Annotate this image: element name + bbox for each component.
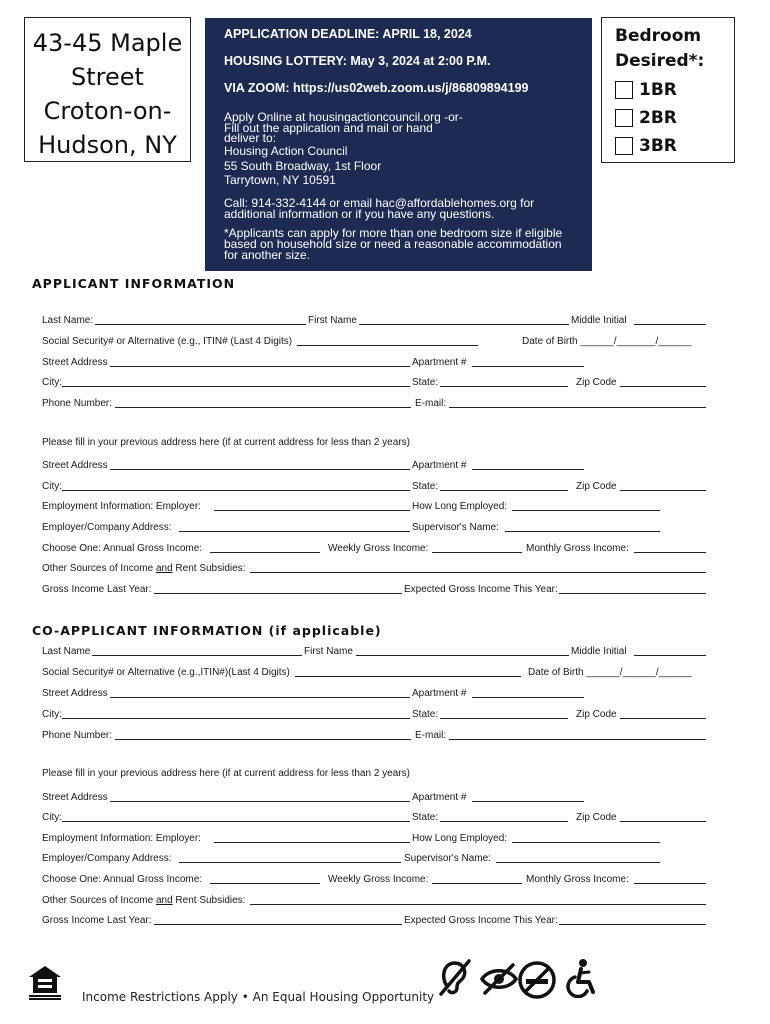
co-other-income-label-a: Other Sources of Income: [42, 895, 156, 906]
zip-label: Zip Code: [576, 377, 617, 388]
coapplicant-street-row: [42, 685, 706, 701]
hearing-impaired-icon: [437, 958, 473, 998]
applicant-income-row: [42, 540, 706, 556]
prev-state-field[interactable]: [440, 490, 568, 491]
coapplicant-city-row: [42, 706, 706, 722]
phone-label: Phone Number:: [42, 398, 113, 409]
applicant-ssn-row: [42, 333, 706, 349]
co-annual-income-label: Choose One: Annual Gross Income:: [42, 874, 203, 885]
contact-line-1: Call: 914-332-4144 or email hac@affordablehomes.org for: [224, 196, 535, 210]
apartment-field[interactable]: [472, 366, 584, 367]
employer-label: Employment Information: Employer:: [42, 501, 201, 512]
other-income-label: [42, 563, 245, 574]
org-city: Tarrytown, NY 10591: [224, 173, 336, 187]
address-line-2: Street: [71, 63, 144, 91]
coapplicant-previous-address-note: Please fill in your previous address here (if at current address for less than 2 years): [42, 768, 410, 779]
other-income-label-a: Other Sources of Income: [42, 563, 156, 574]
co-other-income-label-and: and: [155, 895, 173, 906]
co-other-income-field[interactable]: [250, 904, 706, 905]
co-supervisor-label: Supervisor's Name:: [404, 853, 491, 864]
monthly-income-field[interactable]: [634, 552, 706, 553]
co-state-field[interactable]: [440, 718, 568, 719]
contact-info: [224, 197, 580, 219]
address-line-3: Croton-on-: [43, 97, 172, 125]
bedroom-note: [224, 228, 580, 261]
coapplicant-employer-row: [42, 830, 706, 846]
coapplicant-prev-city-row: [42, 809, 706, 825]
footer-statement: Income Restrictions Apply • An Equal Housing Opportunity: [82, 990, 435, 1004]
co-apartment-label: Apartment #: [412, 688, 467, 699]
weekly-income-field[interactable]: [432, 552, 522, 553]
prev-zip-field[interactable]: [620, 490, 706, 491]
co-employer-address-field[interactable]: [179, 862, 401, 863]
state-label: State:: [412, 377, 439, 388]
co-state-label: State:: [412, 709, 439, 720]
co-first-name-label: First Name: [304, 646, 353, 657]
co-prev-apartment-label: Apartment #: [412, 792, 467, 803]
applicant-gross-income-row: [42, 581, 706, 597]
bedroom-title-1: Bedroom: [615, 26, 702, 46]
bedroom-option-2br[interactable]: [615, 104, 734, 132]
other-income-field[interactable]: [250, 572, 706, 573]
applicant-city-row: [42, 374, 706, 390]
middle-initial-field[interactable]: [634, 324, 706, 325]
apply-line-3: deliver to:: [224, 131, 277, 145]
org-name: Housing Action Council: [224, 144, 348, 158]
co-prev-state-field[interactable]: [440, 821, 568, 822]
coapplicant-employer-address-row: [42, 850, 706, 866]
co-email-label: E-mail:: [415, 730, 447, 741]
co-zip-label: Zip Code: [576, 709, 617, 720]
applicant-previous-address-note: Please fill in your previous address here (if at current address for less than 2 years): [42, 437, 410, 448]
employer-address-label: Employer/Company Address:: [42, 522, 172, 533]
checkbox-1br[interactable]: [615, 81, 633, 99]
applicant-phone-row: [42, 395, 706, 411]
co-employer-address-label: Employer/Company Address:: [42, 853, 172, 864]
ssn-field[interactable]: [297, 345, 478, 346]
co-annual-income-field[interactable]: [210, 883, 320, 884]
prev-city-label: City:: [42, 481, 62, 492]
weekly-income-label: Weekly Gross Income:: [328, 543, 429, 554]
co-street-label: Street Address: [42, 688, 108, 699]
co-zip-field[interactable]: [620, 718, 706, 719]
supervisor-label: Supervisor's Name:: [412, 522, 499, 533]
ssn-label: Social Security# or Alternative (e.g., ITIN# (Last 4 Digits): [42, 336, 293, 347]
co-expected-income-field[interactable]: [559, 924, 706, 925]
apply-instructions: [224, 111, 580, 188]
coapplicant-other-income-row: [42, 892, 706, 908]
co-employer-field[interactable]: [214, 842, 410, 843]
co-ssn-field[interactable]: [295, 676, 521, 677]
last-year-income-label: Gross Income Last Year:: [42, 584, 152, 595]
applicant-section-title: APPLICANT INFORMATION: [32, 276, 236, 291]
address-line-1: 43-45 Maple: [32, 29, 183, 57]
prev-street-field[interactable]: [110, 469, 410, 470]
coapplicant-phone-row: [42, 727, 706, 743]
coapplicant-ssn-row: [42, 664, 706, 680]
zip-field[interactable]: [620, 386, 706, 387]
equal-housing-icon: [25, 963, 65, 1003]
property-address-box: [24, 17, 191, 162]
co-prev-zip-label: Zip Code: [576, 812, 617, 823]
co-weekly-income-label: Weekly Gross Income:: [328, 874, 429, 885]
no-smoking-icon: [517, 960, 557, 1000]
bedroom-note-line-1: *Applicants can apply for more than one bedroom size if eligible: [224, 226, 563, 240]
how-long-field[interactable]: [512, 510, 660, 511]
bedroom-note-line-3: for another size.: [224, 248, 311, 262]
coapplicant-name-row: [42, 643, 706, 659]
co-apartment-field[interactable]: [472, 697, 584, 698]
street-label: Street Address: [42, 357, 108, 368]
apartment-label: Apartment #: [412, 357, 467, 368]
co-supervisor-field[interactable]: [496, 862, 660, 863]
expected-income-field[interactable]: [559, 593, 706, 594]
vision-impaired-icon: [479, 962, 519, 996]
co-prev-state-label: State:: [412, 812, 439, 823]
dob-label[interactable]: Date of Birth ______/_______/______: [522, 336, 692, 347]
city-field[interactable]: [62, 386, 410, 387]
co-last-name-field[interactable]: [92, 655, 302, 656]
co-prev-apartment-field[interactable]: [472, 801, 584, 802]
co-prev-street-field[interactable]: [110, 801, 410, 802]
co-monthly-income-field[interactable]: [634, 883, 706, 884]
co-dob-label[interactable]: Date of Birth ______/______/______: [528, 667, 693, 678]
last-name-label: Last Name:: [42, 315, 94, 326]
annual-income-field[interactable]: [210, 552, 320, 553]
prev-zip-label: Zip Code: [576, 481, 617, 492]
contact-line-2: additional information or if you have any questions.: [224, 207, 495, 221]
apply-line-1: Apply Online at housingactioncouncil.org -or-: [224, 110, 463, 124]
first-name-field[interactable]: [359, 324, 569, 325]
last-year-income-field[interactable]: [154, 593, 402, 594]
email-label: E-mail:: [415, 398, 447, 409]
co-prev-city-label: City:: [42, 812, 62, 823]
coapplicant-section-title: CO-APPLICANT INFORMATION (if applicable): [32, 623, 382, 638]
bedroom-option-1br[interactable]: [615, 76, 734, 104]
middle-initial-label: Middle Initial: [571, 315, 627, 326]
employer-address-field[interactable]: [179, 531, 410, 532]
co-employer-label: Employment Information: Employer:: [42, 833, 201, 844]
co-monthly-income-label: Monthly Gross Income:: [526, 874, 629, 885]
applicant-prev-street-row: [42, 457, 706, 473]
coapplicant-prev-street-row: [42, 789, 706, 805]
bedroom-desired-box: [601, 17, 735, 163]
expected-income-label: Expected Gross Income This Year:: [404, 584, 558, 595]
applicant-employer-row: [42, 498, 706, 514]
co-prev-zip-field[interactable]: [620, 821, 706, 822]
how-long-label: How Long Employed:: [412, 501, 508, 512]
org-street: 55 South Broadway, 1st Floor: [224, 159, 382, 173]
co-weekly-income-field[interactable]: [432, 883, 522, 884]
co-city-label: City:: [42, 709, 62, 720]
co-middle-initial-field[interactable]: [634, 655, 706, 656]
co-ssn-label: Social Security# or Alternative (e.g.,ITIN#)(Last 4 Digits): [42, 667, 290, 678]
supervisor-field[interactable]: [505, 531, 660, 532]
co-street-field[interactable]: [110, 697, 410, 698]
applicant-prev-city-row: [42, 478, 706, 494]
prev-apartment-field[interactable]: [472, 469, 584, 470]
applicant-employer-address-row: [42, 519, 706, 535]
housing-lottery: HOUSING LOTTERY: May 3, 2024 at 2:00 P.M.: [224, 54, 491, 68]
application-deadline: APPLICATION DEADLINE: APRIL 18, 2024: [224, 27, 472, 41]
co-middle-initial-label: Middle Initial: [571, 646, 627, 657]
co-other-income-label: [42, 895, 245, 906]
bedroom-option-3br[interactable]: [615, 132, 734, 160]
co-first-name-field[interactable]: [356, 655, 569, 656]
co-how-long-label: How Long Employed:: [412, 833, 508, 844]
phone-field[interactable]: [115, 407, 411, 408]
address-line-4: Hudson, NY: [38, 131, 177, 159]
application-info-banner: [205, 18, 592, 271]
employer-field[interactable]: [214, 510, 410, 511]
co-how-long-field[interactable]: [512, 842, 660, 843]
bedroom-note-line-2: based on household size or need a reasonable accommodation: [224, 237, 562, 251]
zoom-link[interactable]: VIA ZOOM: https://us02web.zoom.us/j/86809894199: [224, 81, 529, 95]
coapplicant-income-row: [42, 871, 706, 887]
city-label: City:: [42, 377, 62, 388]
applicant-street-row: [42, 354, 706, 370]
co-city-field[interactable]: [62, 718, 410, 719]
email-field[interactable]: [449, 407, 706, 408]
co-email-field[interactable]: [449, 739, 706, 740]
first-name-label: First Name: [308, 315, 357, 326]
annual-income-label: Choose One: Annual Gross Income:: [42, 543, 203, 554]
wheelchair-accessible-icon: [565, 958, 597, 998]
applicant-other-income-row: [42, 560, 706, 576]
label-3br: 3BR: [639, 136, 677, 156]
co-last-year-income-field[interactable]: [154, 924, 402, 925]
co-phone-label: Phone Number:: [42, 730, 113, 741]
checkbox-2br[interactable]: [615, 109, 633, 127]
apply-line-2: Fill out the application and mail or hand: [224, 121, 433, 135]
other-income-label-and: and: [155, 563, 173, 574]
prev-street-label: Street Address: [42, 460, 108, 471]
co-last-year-income-label: Gross Income Last Year:: [42, 915, 152, 926]
co-other-income-label-b: Rent Subsidies:: [172, 895, 246, 906]
last-name-field[interactable]: [95, 324, 306, 325]
co-phone-field[interactable]: [115, 739, 411, 740]
prev-state-label: State:: [412, 481, 439, 492]
co-prev-street-label: Street Address: [42, 792, 108, 803]
other-income-label-b: Rent Subsidies:: [172, 563, 246, 574]
bedroom-title-2: Desired*:: [615, 51, 705, 71]
applicant-name-row: [42, 312, 706, 328]
label-1br: 1BR: [639, 80, 677, 100]
checkbox-3br[interactable]: [615, 137, 633, 155]
prev-apartment-label: Apartment #: [412, 460, 467, 471]
prev-city-field[interactable]: [62, 490, 410, 491]
co-last-name-label: Last Name: [42, 646, 91, 657]
co-prev-city-field[interactable]: [62, 821, 410, 822]
street-field[interactable]: [110, 366, 410, 367]
label-2br: 2BR: [639, 108, 677, 128]
coapplicant-gross-income-row: [42, 912, 706, 928]
monthly-income-label: Monthly Gross Income:: [526, 543, 629, 554]
co-expected-income-label: Expected Gross Income This Year:: [404, 915, 558, 926]
state-field[interactable]: [440, 386, 568, 387]
